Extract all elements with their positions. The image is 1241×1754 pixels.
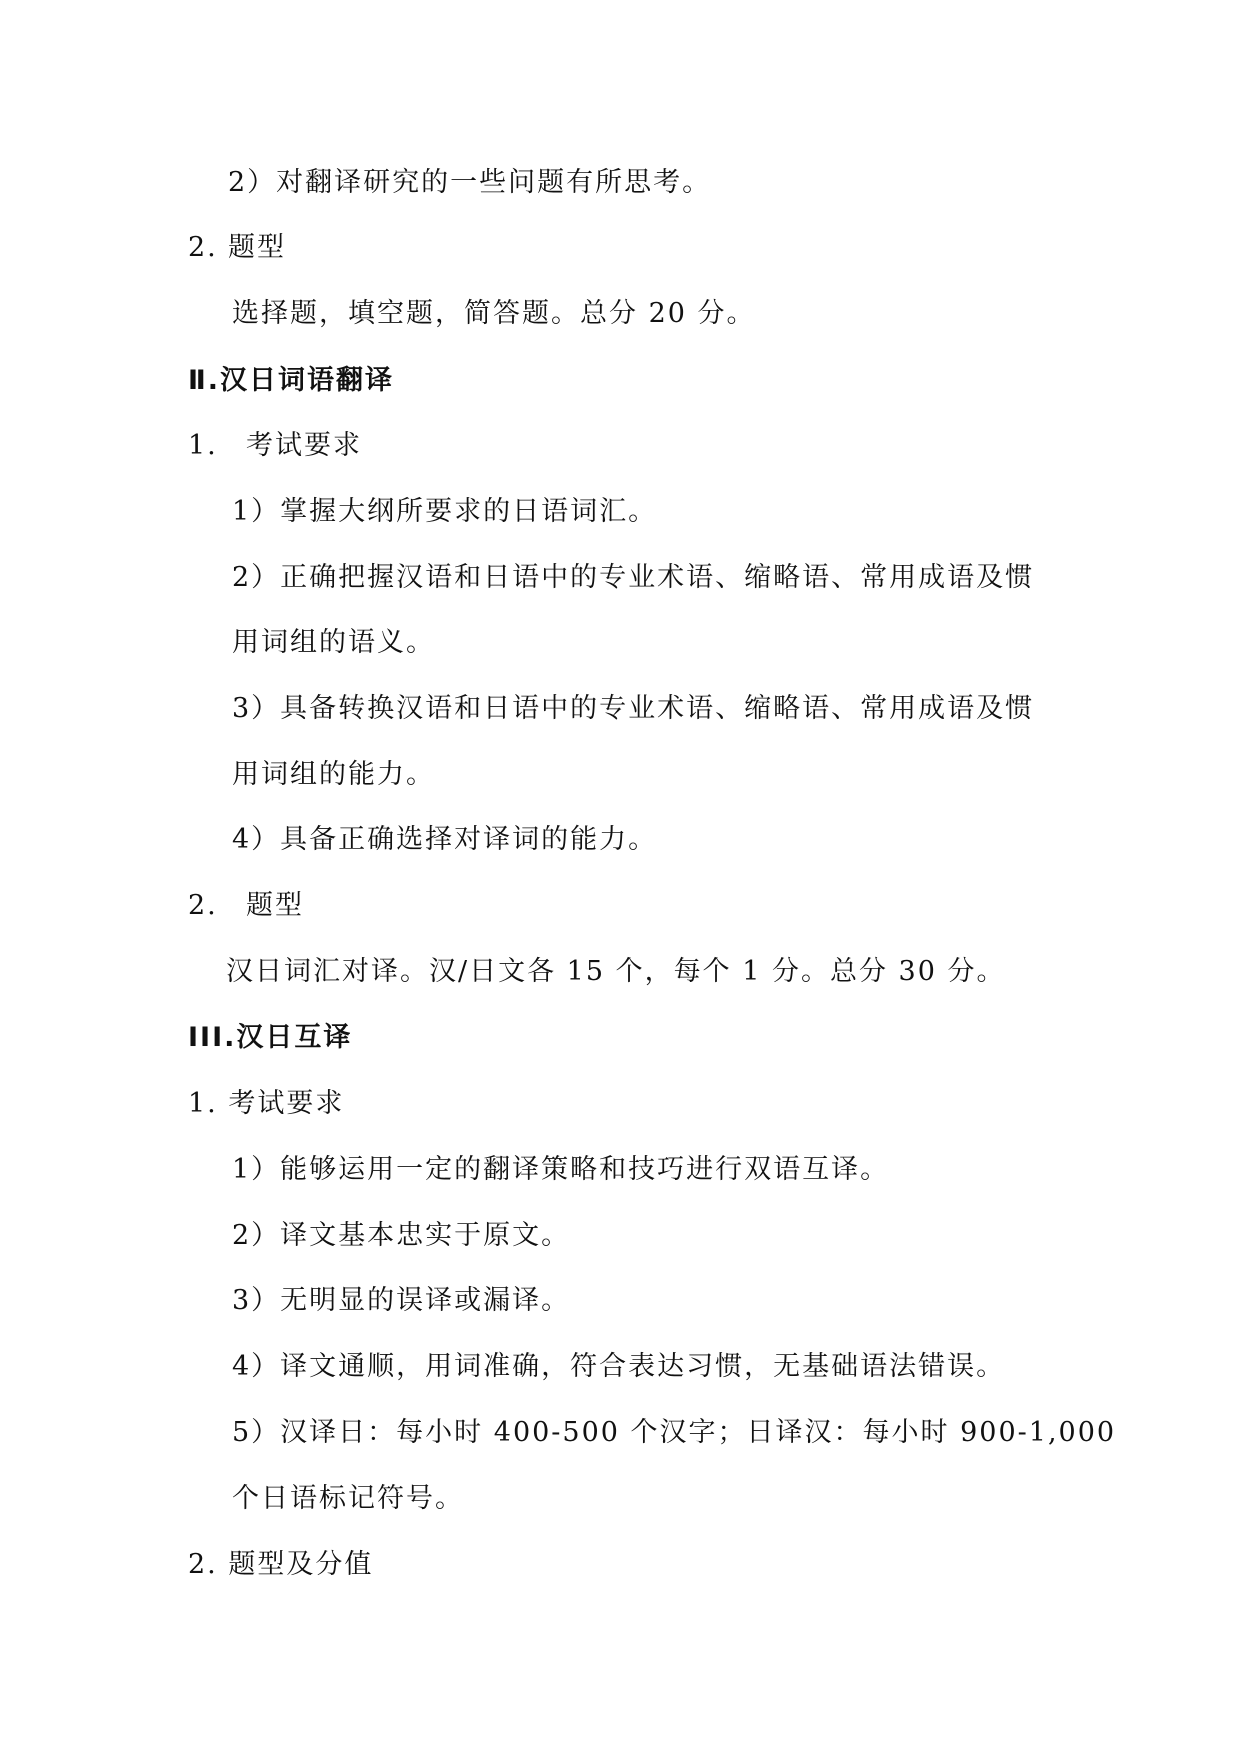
s3-item: 3）无明显的误译或漏译。 (232, 1285, 571, 1316)
s3-item: 1）能够运用一定的翻译策略和技巧进行双语互译。 (232, 1154, 890, 1185)
s2-item: 2）正确把握汉语和日语中的专业术语、缩略语、常用成语及惯 (232, 562, 1035, 593)
s3-item: 个日语标记符号。 (232, 1483, 464, 1514)
s1-type-num: 2. (188, 232, 218, 263)
s2-type-text: 题型 (246, 890, 304, 921)
s3-item: 5）汉译日：每小时 400-500 个汉字；日译汉：每小时 900-1,000 (232, 1417, 1117, 1448)
s2-req-heading (188, 428, 362, 464)
s2-type-desc: 汉日词汇对译。汉/日文各 15 个，每个 1 分。总分 30 分。 (226, 956, 1006, 987)
s3-type-heading: 2. 题型及分值 (188, 1549, 374, 1580)
s3-item: 2）译文基本忠实于原文。 (232, 1220, 571, 1251)
s2-req-text: 考试要求 (246, 430, 362, 461)
section3-title: III.汉日互译 (188, 1022, 353, 1053)
s1-type-desc: 选择题，填空题，简答题。总分 20 分。 (232, 298, 756, 329)
s2-item: 4）具备正确选择对译词的能力。 (232, 824, 658, 855)
section2-title: Ⅱ.汉日词语翻译 (188, 365, 395, 396)
s3-req-heading: 1. 考试要求 (188, 1088, 345, 1119)
s1-type-heading (188, 230, 286, 266)
s2-type-heading (188, 888, 304, 924)
s2-type-num: 2. (188, 890, 218, 921)
s1-item-2: 2）对翻译研究的一些问题有所思考。 (228, 167, 712, 198)
s1-type-text: 题型 (228, 232, 286, 263)
s2-item: 3）具备转换汉语和日语中的专业术语、缩略语、常用成语及惯 (232, 693, 1035, 724)
s3-item: 4）译文通顺，用词准确，符合表达习惯，无基础语法错误。 (232, 1351, 1006, 1382)
s2-req-num: 1. (188, 430, 218, 461)
s2-item: 用词组的能力。 (232, 759, 435, 790)
s2-item: 用词组的语义。 (232, 627, 435, 658)
s2-item: 1）掌握大纲所要求的日语词汇。 (232, 496, 658, 527)
